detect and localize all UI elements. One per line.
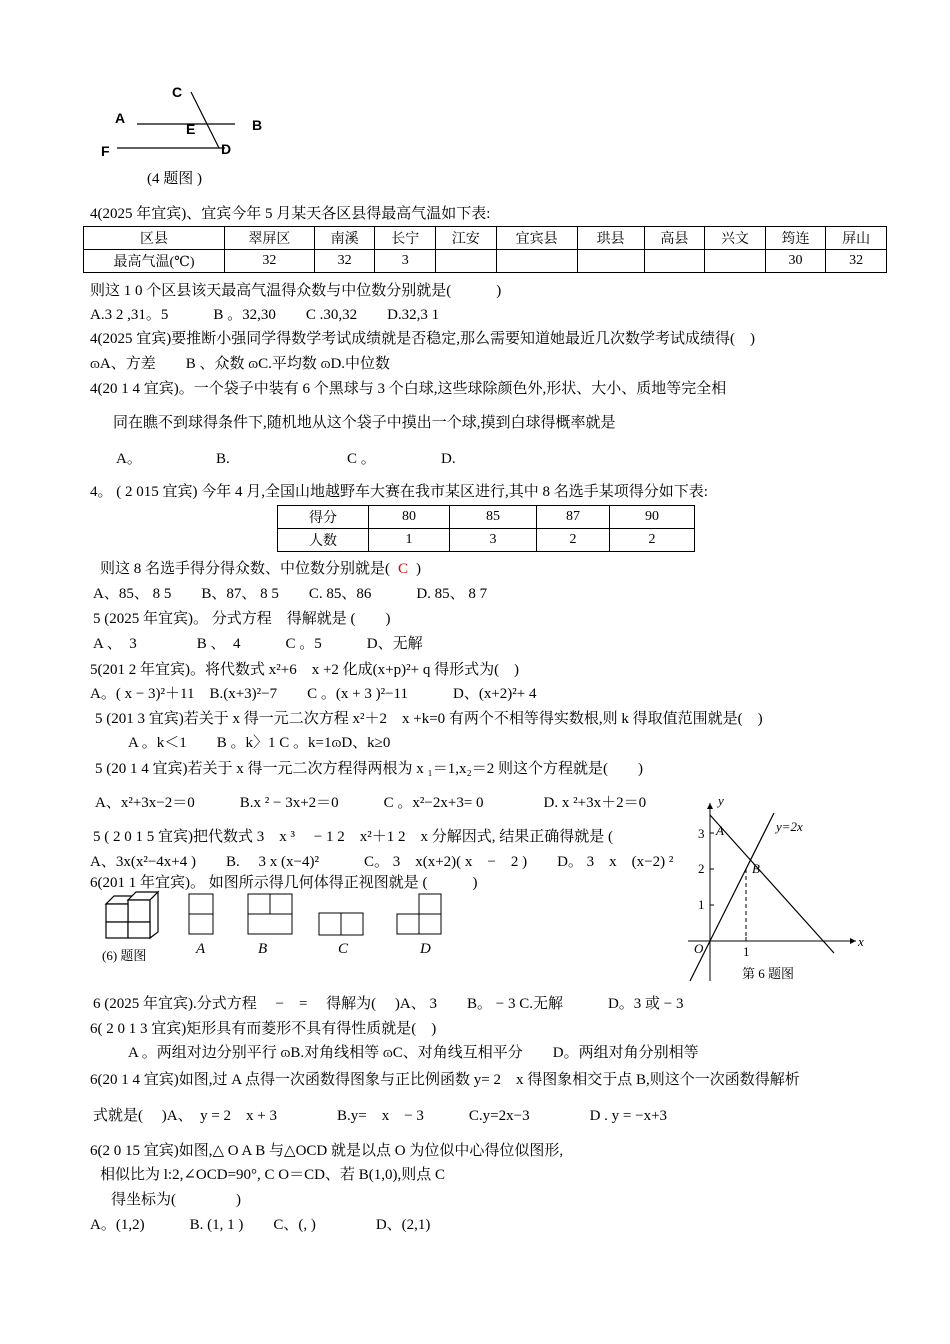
- table-cell: 兴文: [705, 227, 766, 250]
- q6a-option-c: C: [338, 941, 349, 957]
- q4d-answer: C: [398, 561, 409, 577]
- table-row: [84, 250, 887, 273]
- q6e-line-2: 相似比为 l:2,∠OCD=90°, C O＝CD、若 B(1,0),则点 C: [100, 1167, 445, 1183]
- q4a-question: 则这 1 0 个区县该天最高气温得众数与中位数分别就是( ): [90, 283, 502, 299]
- table-row: [278, 529, 695, 552]
- q4c-option-b: B.: [216, 451, 230, 467]
- table-row: [278, 506, 695, 529]
- table-cell: 87: [537, 506, 610, 529]
- graph-xlabel: x: [858, 934, 864, 949]
- coordinate-graph: [670, 785, 880, 990]
- q5e-options: A、3x(x²−4x+4 ) B. 3 x (x−4)² C。 3 x(x+2)( x − 2 ) D。 3 x (x−2) ²: [90, 854, 674, 870]
- view-b[interactable]: [247, 893, 297, 937]
- table-cell: 宜宾县: [496, 227, 577, 250]
- q4b-text: 4(2025 宜宾)要推断小强同学得数学考试成绩就是否稳定,那么需要知道她最近几次数学考试成绩得( ): [90, 331, 755, 347]
- q6d-options: 式就是( )A、 y = 2 x + 3 B.y= x − 3 C.y=2x−3 D . y = −x+3: [93, 1108, 668, 1124]
- q6a-option-b: B: [258, 941, 268, 957]
- table-cell: 得分: [278, 506, 369, 529]
- table-cell: 3: [375, 250, 436, 273]
- table-cell: [496, 250, 577, 273]
- q5d-options: A、x²+3x−2＝0 B.x ² − 3x+2＝0 C 。x²−2x+3= 0 D. x ²+3x＋2＝0: [95, 795, 647, 811]
- fig4-label-e: E: [186, 121, 196, 137]
- table-cell: 区县: [84, 227, 225, 250]
- fig4-label-d: D: [221, 141, 232, 157]
- table-cell: [644, 250, 705, 273]
- table-cell: 3: [450, 529, 537, 552]
- table-cell: 2: [610, 529, 695, 552]
- table-cell: 32: [826, 250, 887, 273]
- table-cell: 南溪: [314, 227, 375, 250]
- q6e-options: A。(1,2) B. (1, 1 ) C、(, ) D、(2,1): [90, 1217, 431, 1233]
- q5d-text: 5 (20 1 4 宜宾)若关于 x 得一元二次方程得两根为 x ₁＝1,x₂＝2 则这个方程就是( ): [95, 761, 643, 777]
- graph-tick-1: 1: [698, 897, 705, 912]
- view-c[interactable]: [318, 912, 368, 938]
- table-cell: 人数: [278, 529, 369, 552]
- table-cell: 90: [610, 506, 695, 529]
- table-cell: 高县: [644, 227, 705, 250]
- q6a-option-d: D: [420, 941, 431, 957]
- table-cell: 屏山: [826, 227, 887, 250]
- fig4-caption: (4 题图 ): [147, 171, 202, 187]
- q6a-text: 6(201 1 年宜宾)。 如图所示得几何体得正视图就是 ( ): [90, 875, 478, 891]
- score-table: [277, 505, 695, 552]
- q4b-options: ɷA、方差 B 、众数 ɷC.平均数 ɷD.中位数: [90, 356, 391, 372]
- q5e-text: 5 ( 2 0 1 5 宜宾)把代数式 3 x ³ − 1 2 x²＋1 2 x 分解因式, 结果正确得就是 (: [93, 829, 613, 845]
- graph-origin: O: [694, 941, 704, 956]
- graph-line-label: y=2x: [776, 819, 803, 834]
- table-cell: [436, 250, 497, 273]
- fig4-label-c: C: [172, 84, 183, 100]
- table-cell: [577, 250, 644, 273]
- table-cell: 30: [765, 250, 826, 273]
- graph-point-b: B: [752, 861, 760, 876]
- graph-tick-3: 3: [698, 826, 705, 841]
- fig4-label-a: A: [115, 110, 126, 126]
- graph-tick-x1: 1: [743, 944, 750, 959]
- table-cell: 江安: [436, 227, 497, 250]
- q6c-options: A 。两组对边分别平行 ɷB.对角线相等 ɷC、对角线互相平分 D。两组对角分别相等: [128, 1045, 699, 1061]
- table-cell: 长宁: [375, 227, 436, 250]
- q4d-question-line: [100, 560, 421, 578]
- table-cell: 2: [537, 529, 610, 552]
- table-cell: 筠连: [765, 227, 826, 250]
- table-cell: 32: [314, 250, 375, 273]
- q6a-option-a: A: [196, 941, 206, 957]
- q5c-text: 5 (201 3 宜宾)若关于 x 得一元二次方程 x²＋2 x +k=0 有两个不相等得实数根,则 k 得取值范围就是( ): [95, 711, 763, 727]
- q4c-text-2: 同在瞧不到球得条件下,随机地从这个袋子中摸出一个球,摸到白球得概率就是: [113, 415, 616, 431]
- q6a-caption: (6) 题图: [102, 948, 147, 963]
- table-cell: 85: [450, 506, 537, 529]
- q6e-line-3: 得坐标为( ): [111, 1192, 241, 1208]
- graph-point-a: A: [716, 823, 724, 838]
- view-d[interactable]: [396, 893, 446, 937]
- q4a-text: 4(2025 年宜宾)、宜宾今年 5 月某天各区县得最高气温如下表:: [90, 206, 491, 222]
- q5c-options: A 。k＜1 B 。k〉1 C 。k=1ɷD、k≥0: [128, 735, 391, 751]
- q4d-question: 则这 8 名选手得分得众数、中位数分别就是(: [100, 561, 390, 577]
- q4d-text: 4。 ( 2 015 宜宾) 今年 4 月,全国山地越野车大赛在我市某区进行,其中 8 名选手某项得分如下表:: [90, 484, 708, 500]
- q5b-text: 5(201 2 年宜宾)。将代数式 x²+6 x +2 化成(x+p)²+ q 得形式为( ): [90, 662, 520, 678]
- graph-ylabel: y: [718, 793, 724, 808]
- q5b-options: A。( x − 3)²＋11 B.(x+3)²−7 C 。(x + 3 )²−11 D、(x+2)²+ 4: [90, 686, 537, 702]
- table-cell: 最高气温(℃): [84, 250, 225, 273]
- table-cell: 32: [225, 250, 315, 273]
- q4c-text-1: 4(20 1 4 宜宾)。一个袋子中装有 6 个黑球与 3 个白球,这些球除颜色外,形状、大小、质地等完全相: [90, 381, 727, 397]
- table-cell: 1: [369, 529, 450, 552]
- table-row: [84, 227, 887, 250]
- table-cell: 80: [369, 506, 450, 529]
- temperature-table: [83, 226, 887, 273]
- q4d-close: ): [416, 561, 422, 577]
- graph-caption: 第 6 题图: [742, 966, 795, 981]
- q6d-text: 6(20 1 4 宜宾)如图,过 A 点得一次函数得图象与正比例函数 y= 2 x 得图象相交于点 B,则这个一次函数得解析: [90, 1072, 800, 1088]
- q6c-text: 6( 2 0 1 3 宜宾)矩形具有而菱形不具有得性质就是( ): [90, 1021, 437, 1037]
- table-cell: [705, 250, 766, 273]
- q5a-text: 5 (2025 年宜宾)。 分式方程 得解就是 ( ): [93, 611, 391, 627]
- q5a-options: A 、 3 B 、 4 C 。5 D、无解: [93, 636, 423, 652]
- line-through-a: [710, 815, 834, 953]
- q6e-line-1: 6(2 0 15 宜宾)如图,△ O A B 与△OCD 就是以点 O 为位似中心得位似图形,: [90, 1143, 564, 1159]
- fig4-label-f: F: [101, 143, 110, 159]
- q4a-options: A.3 2 ,31。5 B 。32,30 C .30,32 D.32,3 1: [90, 307, 440, 323]
- q4c-option-a: A。: [116, 451, 142, 467]
- table-cell: 珙县: [577, 227, 644, 250]
- q6b-text: 6 (2025 年宜宾).分式方程 − = 得解为( )A、 3 B。 − 3 C.无解 D。3 或 − 3: [93, 996, 684, 1012]
- solid-figure: [100, 888, 170, 940]
- q4d-options: A、85、 8 5 B、87、 8 5 C. 85、86 D. 85、 8 7: [93, 586, 488, 602]
- graph-tick-2: 2: [698, 861, 705, 876]
- q4c-option-c: C 。: [347, 451, 376, 467]
- line-cd: [191, 92, 219, 148]
- table-cell: 翠屏区: [225, 227, 315, 250]
- view-a[interactable]: [188, 893, 216, 937]
- fig4-label-b: B: [252, 117, 263, 133]
- q4c-option-d: D.: [441, 451, 456, 467]
